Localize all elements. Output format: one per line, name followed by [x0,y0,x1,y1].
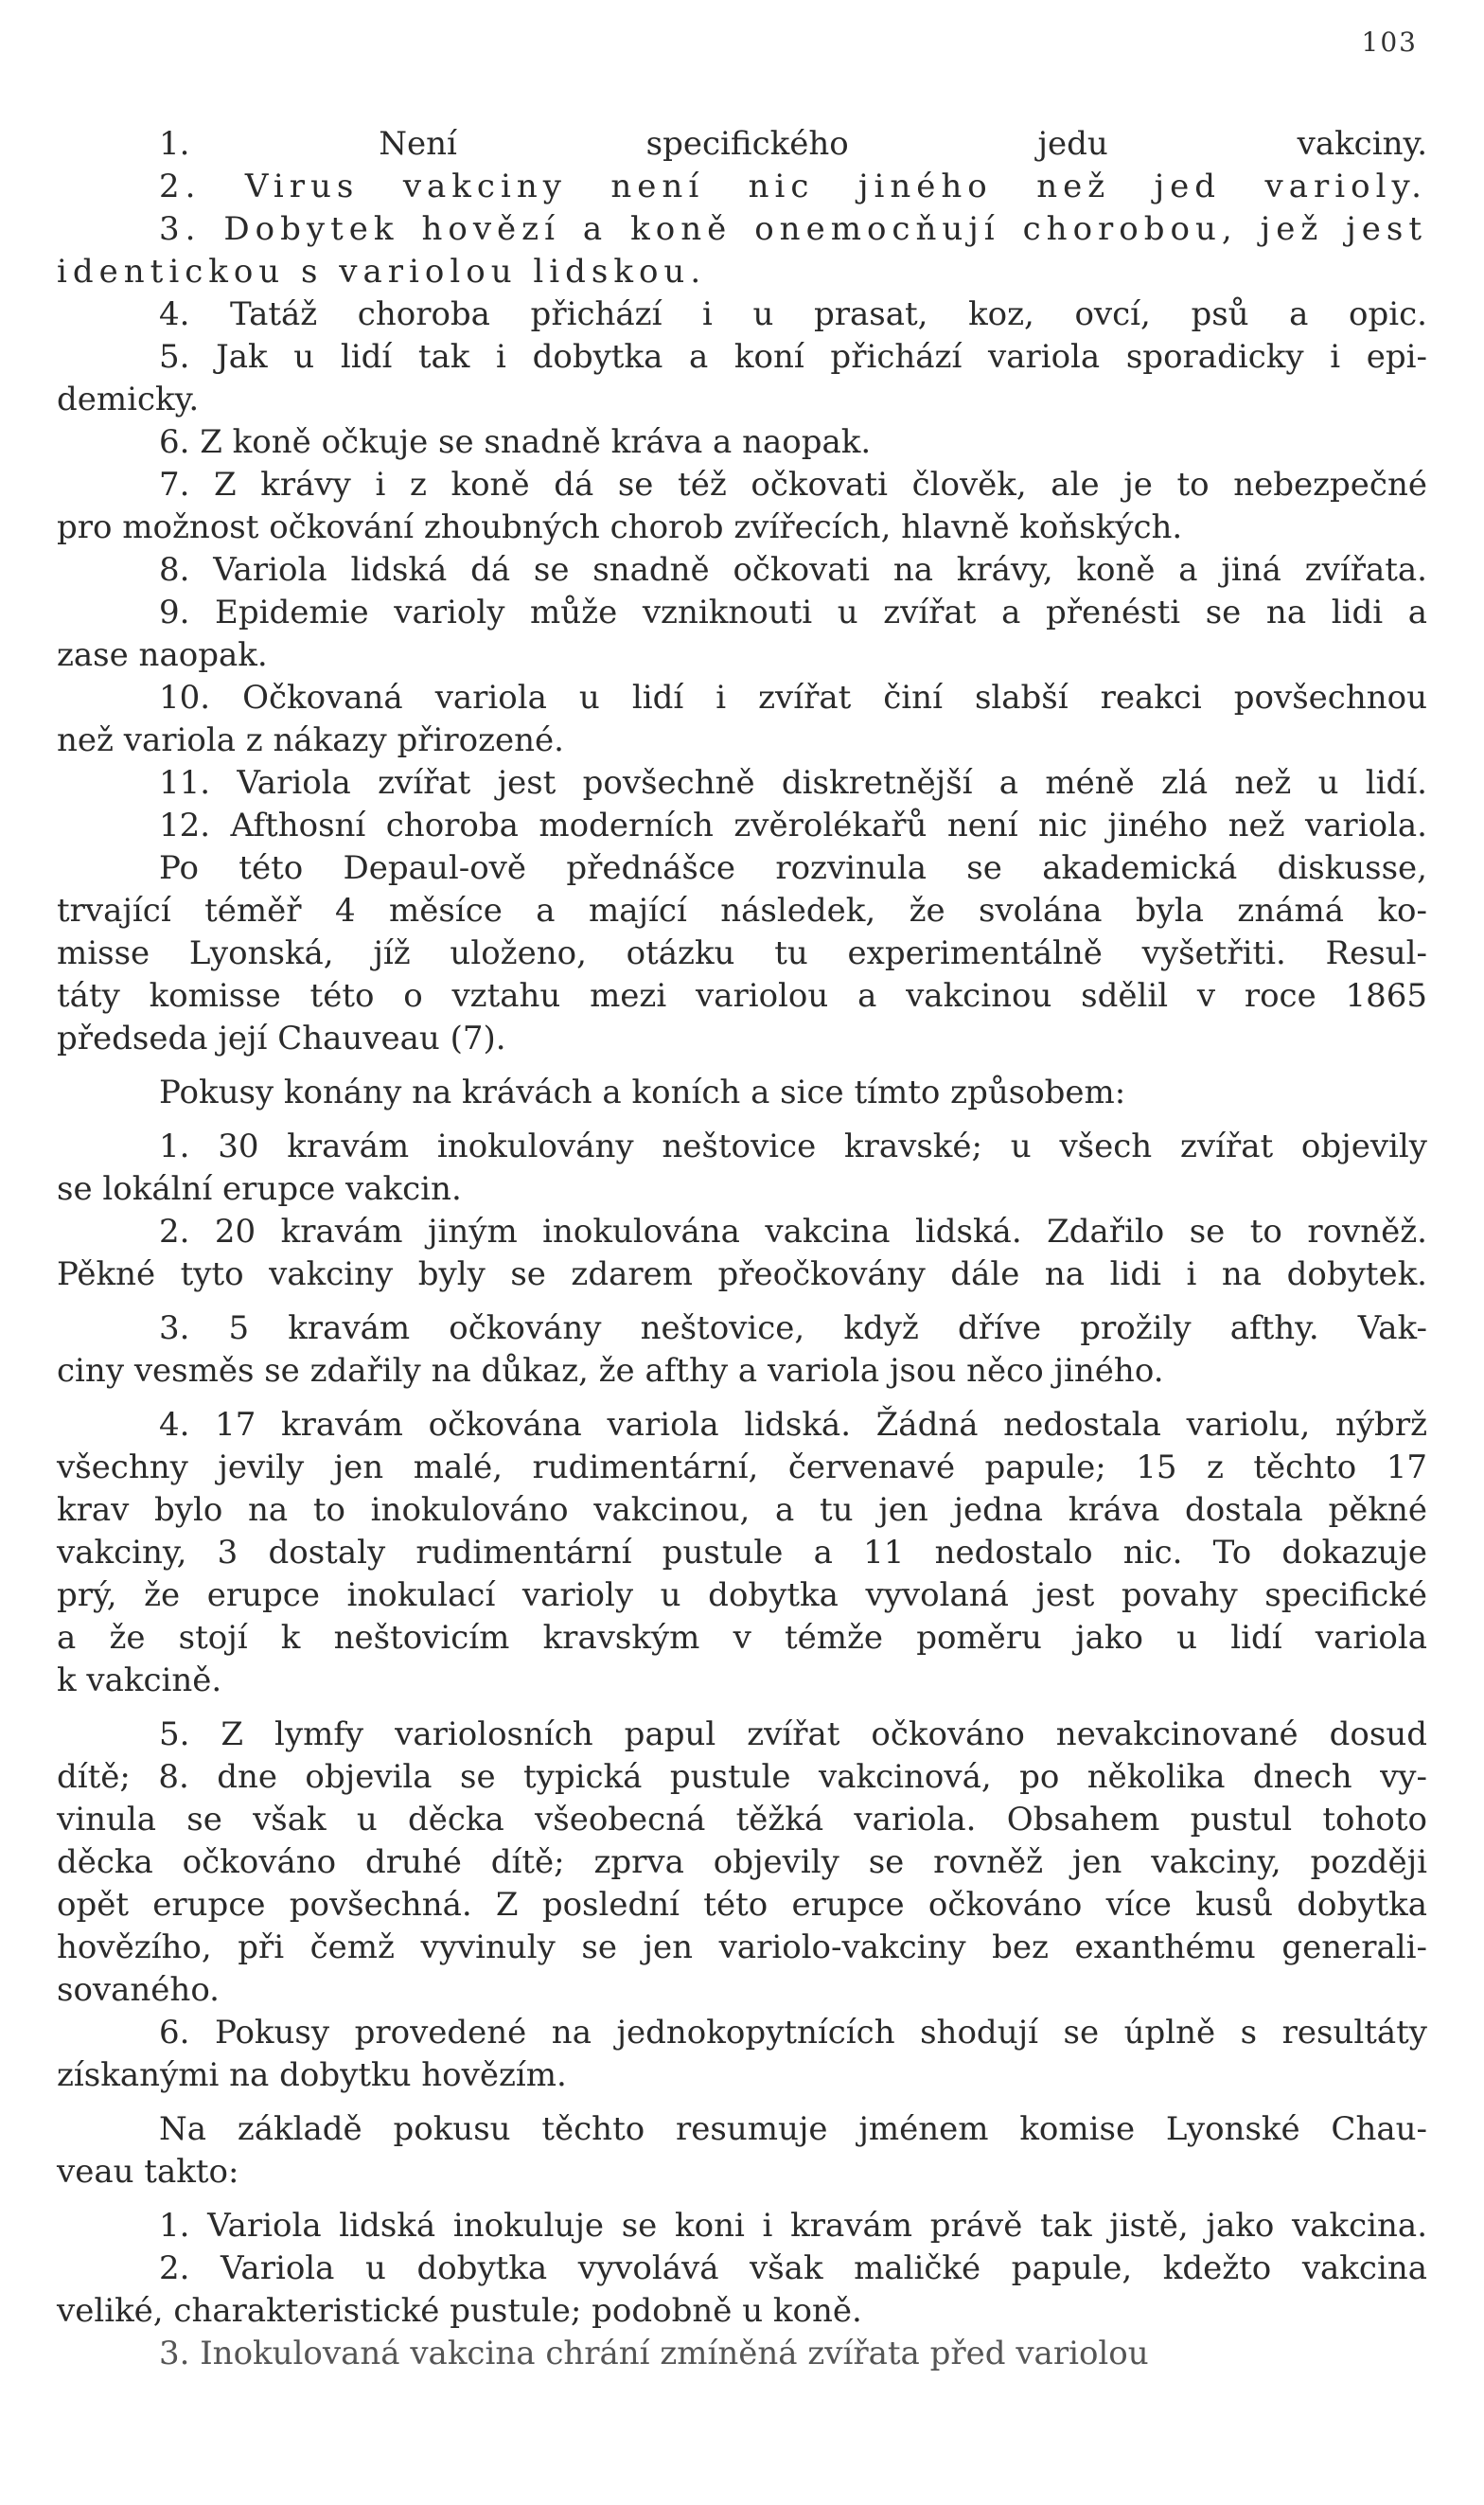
text-line: 6. Z koně očkuje se snadně kráva a naopak. [159,423,872,461]
text-line: Po této Depaul-ově přednášce rozvinula se akademická diskusse, [159,849,1427,887]
text-line: k vakcině. [57,1661,222,1699]
text-line: 10. Očkovaná variola u lidí i zvířat činí slabší reakci povšechnou [159,679,1427,717]
text-line: 11. Variola zvířat jest povšechně diskretnější a méně zlá než u lidí. [159,764,1427,802]
text-line: získanými na dobytku hovězím. [57,2056,567,2094]
text-line: 1. Variola lidská inokuluje se koni i kravám právě tak jistě, jako vakcina. [159,2207,1427,2245]
text-line: zase naopak. [57,636,268,674]
text-line: 9. Epidemie varioly může vzniknouti u zvířat a přenésti se na lidi a [159,594,1427,631]
body-text [57,123,1427,2375]
text-line: 1. 30 kravám inokulovány neštovice kravské; u všech zvířat objevily [159,1128,1427,1165]
text-line: sovaného. [57,1971,220,2009]
text-line: hovězího, při čemž vyvinuly se jen variolo-vakciny bez exanthému generali- [57,1928,1427,1966]
text-line: 12. Afthosní choroba moderních zvěrolékařů není nic jiného než variola. [159,807,1427,844]
text-line: dítě; 8. dne objevila se typická pustule vakcinová, po několika dnech vy- [57,1758,1427,1796]
text-line: vakciny, 3 dostaly rudimentární pustule a 11 nedostalo nic. To dokazuje [57,1534,1427,1572]
text-line: 2. 20 kravám jiným inokulována vakcina lidská. Zdařilo se to rovněž. [159,1213,1427,1251]
text-line: veliké, charakteristické pustule; podobně u koně. [57,2292,862,2330]
text-line: krav bylo na to inokulováno vakcinou, a tu jen jedna kráva dostala pěkné [57,1491,1427,1529]
text-line: demicky. [57,381,200,418]
text-line: veau takto: [57,2153,239,2191]
text-line: 4. 17 kravám očkována variola lidská. Žádná nedostala variolu, nýbrž [159,1406,1427,1444]
text-line: pro možnost očkování zhoubných chorob zvířecích, hlavně koňských. [57,508,1183,546]
text-line: 2. Variola u dobytka vyvolává však maličké papule, kdežto vakcina [159,2249,1427,2287]
text-line: 1. Není specifického jedu vakciny. [159,125,1427,163]
text-line: 6. Pokusy provedené na jednokopytnících shodují se úplně s resultáty [159,2014,1427,2052]
text-line: identickou s variolou lidskou. [57,253,707,291]
text-line: a že stojí k neštovicím kravským v témže poměru jako u lidí variola [57,1619,1427,1657]
text-line: 8. Variola lidská dá se snadně očkovati na krávy, koně a jiná zvířata. [159,551,1427,589]
text-line: vinula se však u děcka všeobecná těžká variola. Obsahem pustul tohoto [57,1801,1427,1839]
text-line: Pěkné tyto vakciny byly se zdarem přeočkovány dále na lidi i na dobytek. [57,1255,1427,1293]
text-line: misse Lyonská, jíž uloženo, otázku tu experimentálně vyšetřiti. Resul- [57,934,1427,972]
text-line: předseda její Chauveau (7). [57,1020,506,1057]
text-line: ciny vesměs se zdařily na důkaz, že afthy a variola jsou něco jiného. [57,1352,1164,1390]
text-line: se lokální erupce vakcin. [57,1170,462,1208]
text-line: 7. Z krávy i z koně dá se též očkovati člověk, ale je to nebezpečné [159,466,1427,504]
text-line: trvající téměř 4 měsíce a mající následek, že svolána byla známá ko- [57,892,1427,930]
text-line: všechny jevily jen malé, rudimentární, červenavé papule; 15 z těchto 17 [57,1448,1427,1486]
text-line: prý, že erupce inokulací varioly u dobytka vyvolaná jest povahy specifické [57,1576,1427,1614]
text-line: 5. Z lymfy variolosních papul zvířat očkováno nevakcinované dosud [159,1715,1427,1753]
page-number: 103 [1361,27,1418,58]
text-line: opět erupce povšechná. Z poslední této erupce očkováno více kusů dobytka [57,1886,1427,1924]
text-line: táty komisse této o vztahu mezi variolou a vakcinou sdělil v roce 1865 [57,977,1427,1015]
text-line: 3. 5 kravám očkovány neštovice, když dříve prožily afthy. Vak- [159,1309,1427,1347]
text-line: Na základě pokusu těchto resumuje jménem komise Lyonské Chau- [159,2110,1427,2148]
text-line: děcka očkováno druhé dítě; zprva objevily se rovněž jen vakciny, později [57,1843,1427,1881]
text-line: 2. Virus vakciny není nic jiného než jed varioly. [159,168,1427,205]
text-line: 3. Dobytek hovězí a koně onemocňují chorobou, jež jest [159,210,1427,248]
text-line: než variola z nákazy přirozené. [57,721,564,759]
text-line: 5. Jak u lidí tak i dobytka a koní přichází variola sporadicky i epi- [159,338,1427,376]
text-line: 4. Tatáž choroba přichází i u prasat, koz, ovcí, psů a opic. [159,295,1427,333]
text-line: Pokusy konány na krávách a koních a sice tímto způsobem: [159,1074,1126,1111]
text-line: 3. Inokulovaná vakcina chrání zmíněná zvířata před variolou [159,2335,1149,2372]
